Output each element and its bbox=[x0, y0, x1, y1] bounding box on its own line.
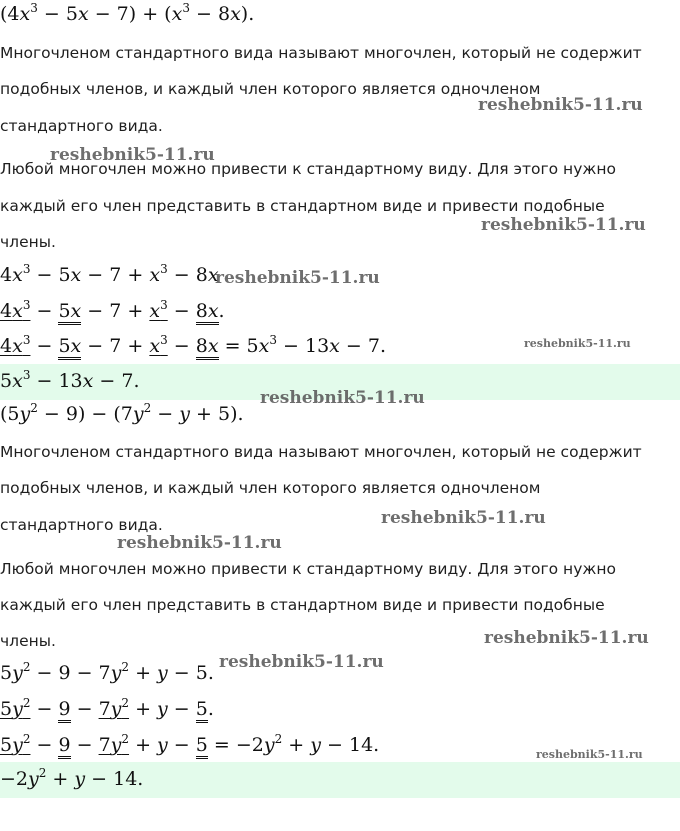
method-line-2b: каждый его член представить в стандартном виде и привести подобные bbox=[0, 596, 605, 614]
watermark: reshebnik5-11.ru bbox=[381, 508, 546, 528]
problem1-task: $(4x^3 - 5x - 7) + (x^3 - 8x)$. bbox=[0, 1, 255, 25]
method-line-3b: члены. bbox=[0, 632, 56, 650]
watermark: reshebnik5-11.ru bbox=[219, 652, 384, 672]
problem2-step2: $5y^2 - 9 - 7y^2 + y - 5$. bbox=[0, 698, 214, 721]
problem1-answer: $5x^3 - 13x - 7$. bbox=[0, 368, 140, 392]
rule-line-1: Многочленом стандартного вида называют многочлен, который не содержит bbox=[0, 44, 642, 62]
problem1-step1: $4x^3 - 5x - 7 + x^3 - 8x$ bbox=[0, 262, 219, 286]
problem2-answer: $-2y^2 + y - 14$. bbox=[0, 766, 144, 790]
problem2-step3: $5y^2 - 9 - 7y^2 + y - 5 = -2y^2 + y - 14$. bbox=[0, 734, 379, 757]
watermark: reshebnik5-11.ru bbox=[484, 628, 649, 648]
rule-line-3b: стандартного вида. bbox=[0, 516, 163, 534]
watermark: reshebnik5-11.ru bbox=[50, 145, 215, 165]
method-line-2: каждый его член представить в стандартном виде и привести подобные bbox=[0, 197, 605, 215]
rule-line-3: стандартного вида. bbox=[0, 117, 163, 135]
problem2-step1: $5y^2 - 9 - 7y^2 + y - 5$. bbox=[0, 660, 214, 684]
method-line-1b: Любой многочлен можно привести к стандартному виду. Для этого нужно bbox=[0, 560, 616, 578]
method-line-3: члены. bbox=[0, 233, 56, 251]
method-line-1: Любой многочлен можно привести к стандартному виду. Для этого нужно bbox=[0, 160, 616, 178]
watermark: reshebnik5-11.ru bbox=[260, 388, 425, 408]
rule-line-2b: подобных членов, и каждый член которого является одночленом bbox=[0, 479, 541, 497]
problem1-step2: $4x^3 - 5x - 7 + x^3 - 8x$. bbox=[0, 300, 225, 323]
watermark: reshebnik5-11.ru bbox=[536, 748, 643, 761]
rule-line-2: подобных членов, и каждый член которого является одночленом bbox=[0, 80, 541, 98]
watermark: reshebnik5-11.ru bbox=[524, 337, 631, 350]
rule-line-1b: Многочленом стандартного вида называют многочлен, который не содержит bbox=[0, 443, 642, 461]
watermark: reshebnik5-11.ru bbox=[481, 215, 646, 235]
watermark: reshebnik5-11.ru bbox=[117, 533, 282, 553]
problem1-step3: $4x^3 - 5x - 7 + x^3 - 8x = 5x^3 - 13x - 7$. bbox=[0, 335, 386, 358]
watermark: reshebnik5-11.ru bbox=[215, 268, 380, 288]
watermark: reshebnik5-11.ru bbox=[478, 95, 643, 115]
problem2-task: $(5y^2 - 9) - (7y^2 - y + 5)$. bbox=[0, 401, 244, 425]
